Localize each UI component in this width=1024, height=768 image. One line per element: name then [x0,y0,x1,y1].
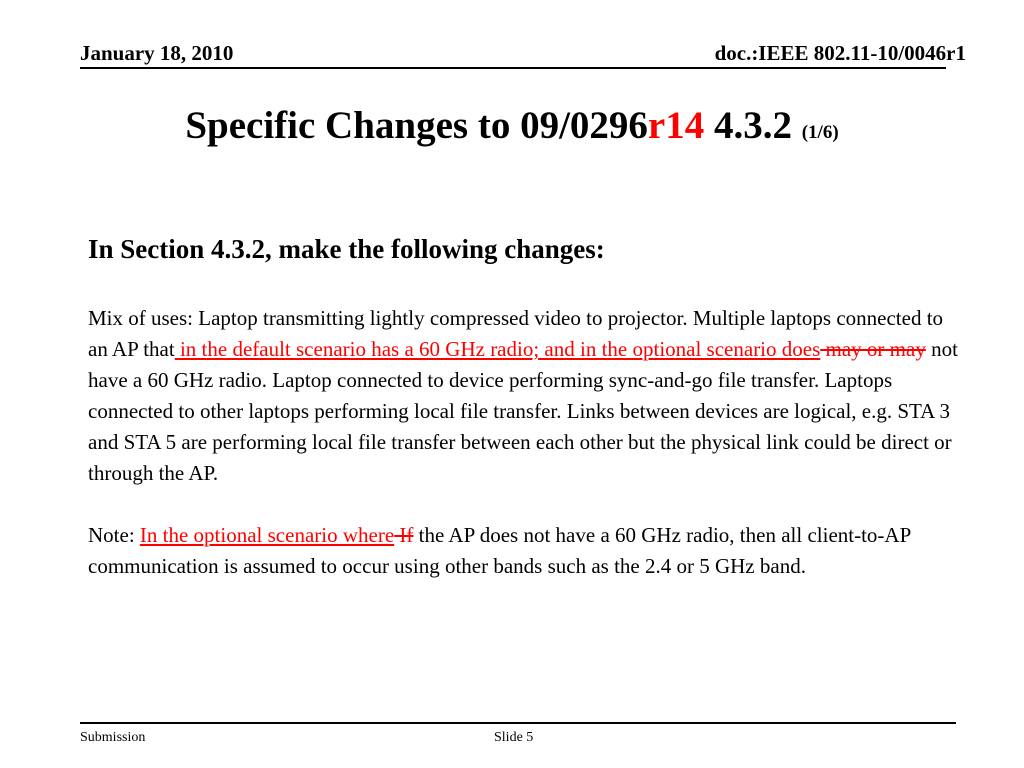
title-section: 4.3.2 [704,104,802,147]
title-prefix: Specific Changes to 09/0296 [185,104,648,147]
instruction-heading: In Section 4.3.2, make the following changes: [88,234,605,264]
header-doc-id: doc.:IEEE 802.11-10/0046r1 [714,41,966,65]
header-date: January 18, 2010 [80,41,234,65]
slide-body [88,232,958,582]
mix-of-uses-paragraph [88,303,958,489]
footer-submission: Submission [80,730,146,745]
para2-text-b: the AP does not have a 60 GHz radio, then all client-to-AP communication is assumed to occur using other bands such as the 2.4 or 5 GHz band. [88,523,911,578]
para1-insertion: in the default scenario has a 60 GHz radio; and in the optional scenario does [174,337,821,361]
para2-text-a: Note: [88,523,140,547]
header-divider [80,67,946,69]
para1-deletion: may or may [820,337,926,361]
para2-insertion: In the optional scenario where [139,523,395,547]
title-part-indicator: (1/6) [801,122,839,143]
footer-slide-number: Slide 5 [494,730,534,745]
note-paragraph [88,520,958,582]
para2-deletion: If [394,523,414,547]
footer-divider [80,722,956,724]
title-revision: r14 [647,104,705,147]
para1-text-b: not have a 60 GHz radio. Laptop connected to device performing sync-and-go file transfer. Laptops connected to other laptops performing local file transfer. Links between devices are logical, e.g. STA 3 and STA 5 are performing local file transfer between each other but the physical link could be direct or through the AP. [88,337,958,485]
slide-title [0,98,1024,161]
para1-text-a: Mix of uses: Laptop transmitting lightly compressed video to projector. Multiple laptops connected to an AP that [88,306,944,361]
